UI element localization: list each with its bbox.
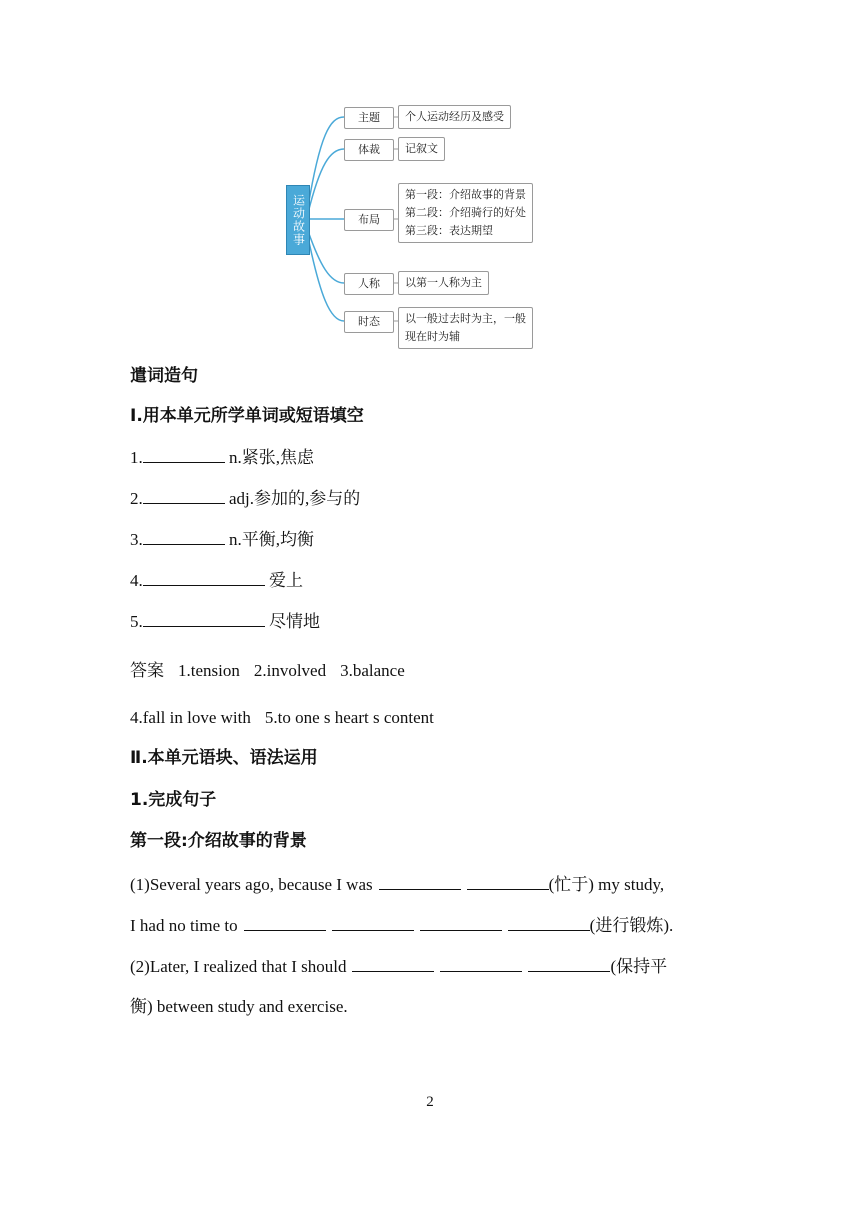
leaf-theme: 个人运动经历及感受 [398,105,511,129]
node-theme: 主题 [344,107,394,129]
blank [352,955,434,972]
answer: 3.balance [340,661,405,680]
blank [528,955,610,972]
blank [467,873,549,890]
blank [420,914,502,931]
mind-map [280,95,580,355]
connector-tense [308,237,344,321]
blank [332,914,414,931]
node-layout: 布局 [344,209,394,231]
blank [143,569,265,586]
part1-title: Ⅰ.用本单元所学单词或短语填空 [130,406,364,426]
blank [143,528,225,545]
leaf-genre: 记叙文 [398,137,445,161]
blank [244,914,326,931]
answer-label: 答案 [130,661,164,681]
answer: 4.fall in love with [130,708,251,727]
blank [379,873,461,890]
blank [440,955,522,972]
fill-item-3: 3. n.平衡,均衡 [130,530,314,549]
blank [143,487,225,504]
node-tense: 时态 [344,311,394,333]
leaf-layout: 第一段：介绍故事的背景 第二段：介绍骑行的好处 第三段：表达期望 [398,183,533,243]
fill-item-1: 1. n.紧张,焦虑 [130,448,314,467]
connector-person [308,231,344,283]
blank [143,610,265,627]
part2-title: Ⅱ.本单元语块、语法运用 [130,748,318,768]
fill-item-5: 5. 尽情地 [130,612,320,631]
paragraph-title: 第一段:介绍故事的背景 [130,831,307,851]
section-title: 遣词造句 [130,366,198,386]
fill-item-4: 4. 爱上 [130,571,303,590]
answers-line-1 [130,660,419,682]
leaf-tense: 以一般过去时为主，一般 现在时为辅 [398,307,533,349]
answer: 2.involved [253,661,327,680]
part2-subtitle: 1.完成句子 [130,790,217,810]
mind-map-root: 运动故事 [286,185,310,255]
fill-item-2: 2. adj.参加的,参与的 [130,489,361,508]
leaf-person: 以第一人称为主 [398,271,489,295]
node-person: 人称 [344,273,394,295]
sentence-1-line-2: I had no time to (进行锻炼). [130,916,674,935]
sentence-2-line-1: (2)Later, I realized that I should (保持平 [130,957,668,976]
sentence-2-line-2: 衡) between study and exercise. [130,997,348,1016]
node-genre: 体裁 [344,139,394,161]
blank [508,914,590,931]
blank [143,446,225,463]
sentence-1-line-1: (1)Several years ago, because I was (忙于) my study, [130,875,665,894]
page-number: 2 [426,1094,434,1110]
answer: 5.to one s heart s content [264,708,434,727]
answer: 1.tension [178,661,240,680]
answers-line-2 [130,707,448,729]
